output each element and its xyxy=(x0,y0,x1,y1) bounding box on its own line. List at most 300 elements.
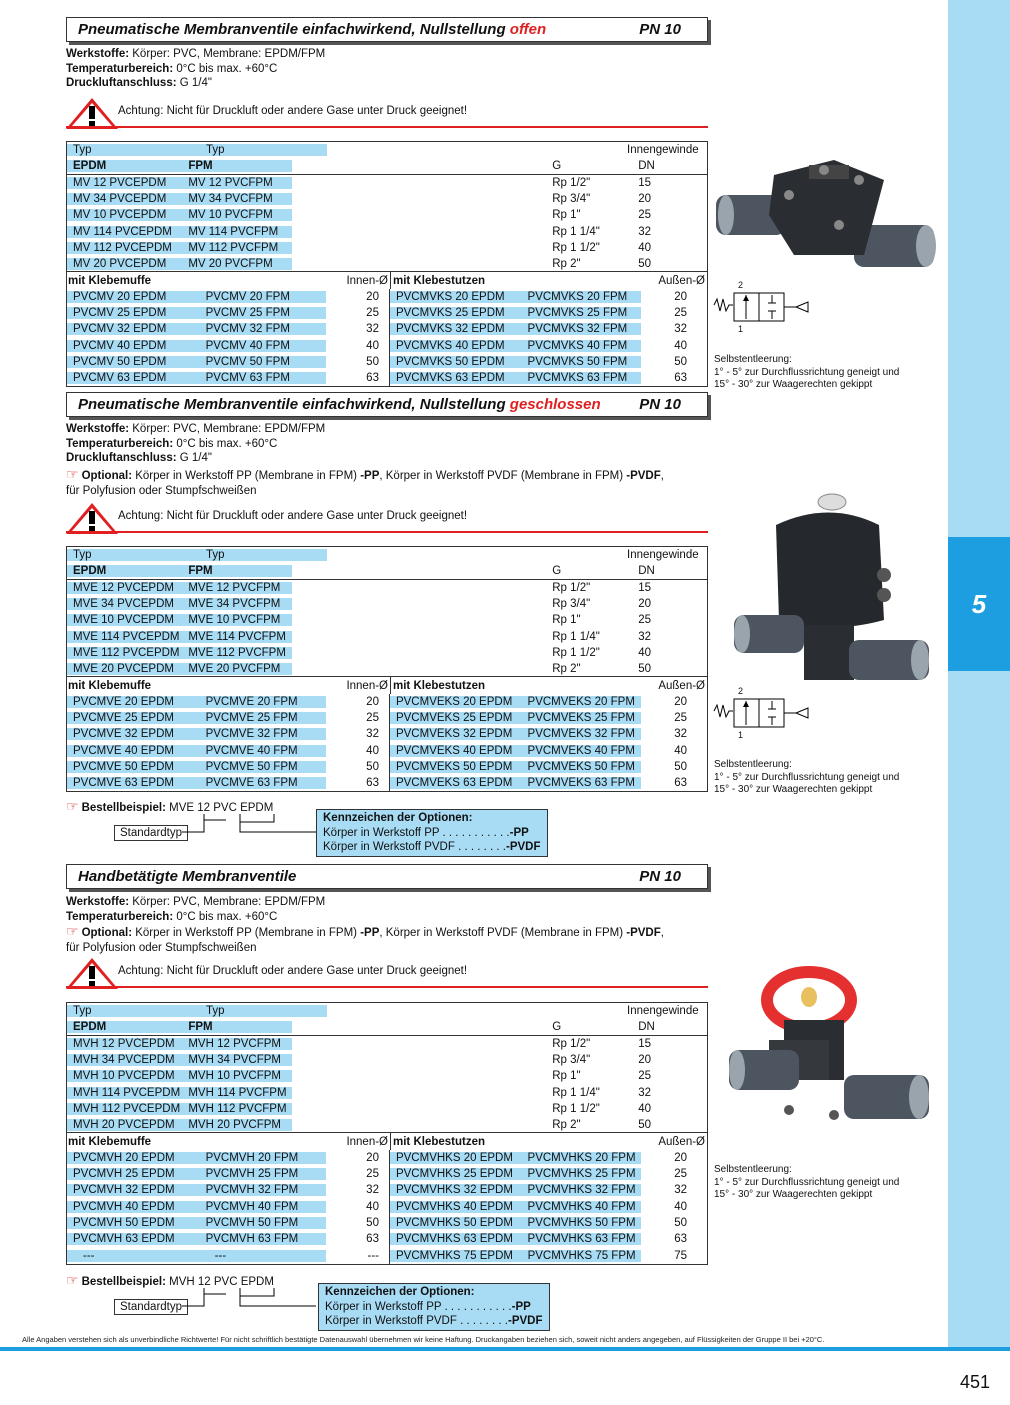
option-row xyxy=(325,1300,543,1315)
option-code: -PVDF xyxy=(506,841,541,853)
article-epdm: MV 34 PVCEPDM xyxy=(73,193,167,206)
spec-line xyxy=(66,451,325,466)
table-row xyxy=(67,1068,707,1084)
col-header-dn: DN xyxy=(638,564,655,577)
col-header-typ: Typ xyxy=(206,144,225,157)
note-line xyxy=(714,1189,899,1202)
warning-text: Achtung: Nicht für Druckluft oder andere Gase unter Druck geeignet! xyxy=(118,965,468,977)
optional-label: Optional: xyxy=(81,927,133,939)
article-fpm: MVE 34 PVCFPM xyxy=(188,598,281,611)
table-row xyxy=(67,175,707,191)
inner-diameter: 50 xyxy=(366,356,379,368)
options-title-text: Kennzeichen der Optionen: xyxy=(325,1286,475,1298)
article-epdm: PVCMV 32 EPDM xyxy=(73,323,167,336)
article-epdm: PVCMVH 63 EPDM xyxy=(73,1233,175,1246)
spec-value: 0°C bis max. +60°C xyxy=(173,62,278,75)
note-line xyxy=(714,354,899,367)
section-title-state: offen xyxy=(509,21,547,38)
pressure-rating: PN 10 xyxy=(639,396,681,413)
section-header xyxy=(66,392,708,417)
optional-code-pp: -PP xyxy=(360,927,380,939)
article-fpm: PVCMVEKS 40 FPM xyxy=(527,744,635,757)
article-epdm: PVCMVEKS 25 EPDM xyxy=(395,712,513,725)
table-row xyxy=(67,743,707,759)
spec-label: Temperaturbereich: xyxy=(66,910,174,923)
article-fpm: MVE 12 PVCFPM xyxy=(188,581,281,594)
article-epdm: PVCMVKS 25 EPDM xyxy=(395,307,505,320)
pressure-rating: PN 10 xyxy=(639,868,681,885)
nominal-diameter: 25 xyxy=(638,614,652,627)
note-text: Selbstentleerung: xyxy=(714,759,792,770)
table-row xyxy=(67,726,707,742)
article-epdm: PVCMV 40 EPDM xyxy=(73,339,167,352)
option-text: Körper in Werkstoff PVDF . . . . . . . . xyxy=(325,1315,508,1327)
table-row xyxy=(67,596,707,612)
self-draining-note xyxy=(714,1164,899,1202)
footer-bar xyxy=(0,1347,1010,1351)
article-fpm: PVCMVH 63 FPM xyxy=(205,1233,299,1246)
table-row xyxy=(67,1117,707,1133)
article-epdm: PVCMVH 40 EPDM xyxy=(73,1200,175,1213)
col-header-g: G xyxy=(552,564,562,577)
article-epdm: MVE 114 PVCEPDM xyxy=(73,630,180,643)
order-value: MVE 12 PVC EPDM xyxy=(165,802,274,814)
col-header-typ: Typ xyxy=(206,549,225,562)
thread-size: Rp 1 1/4" xyxy=(552,630,600,643)
article-epdm: PVCMVH 25 EPDM xyxy=(73,1168,175,1181)
outer-diameter: 40 xyxy=(674,339,687,352)
table-subheader-row xyxy=(67,1133,707,1149)
article-epdm: MVH 34 PVCEPDM xyxy=(73,1054,175,1067)
option-code: -PP xyxy=(511,1300,531,1313)
article-epdm: MV 114 PVCEPDM xyxy=(73,225,172,238)
table-row xyxy=(67,240,707,256)
article-fpm: MVE 114 PVCFPM xyxy=(188,630,286,643)
article-epdm: PVCMVEKS 50 EPDM xyxy=(395,761,513,773)
nominal-diameter: 15 xyxy=(638,581,652,594)
inner-diameter: 40 xyxy=(366,1200,379,1213)
pointing-hand-icon: ☞ xyxy=(66,466,79,482)
table-row xyxy=(67,1247,707,1263)
standard-type-box: Standardtyp xyxy=(114,825,188,841)
article-epdm: PVCMVKS 63 EPDM xyxy=(395,372,505,385)
article-fpm: MVH 12 PVCFPM xyxy=(188,1037,281,1050)
subheader-klebemuffe: mit Klebemuffe xyxy=(68,679,152,692)
thread-size: Rp 1" xyxy=(552,614,581,627)
table-row xyxy=(67,370,707,386)
optional-text: Körper in Werkstoff PP (Membrane in FPM) xyxy=(132,927,361,939)
spec-value: 0°C bis max. +60°C xyxy=(173,437,278,450)
article-epdm: PVCMVE 40 EPDM xyxy=(73,744,174,757)
outer-diameter: 25 xyxy=(674,307,687,320)
spec-value: Körper: PVC, Membrane: EPDM/FPM xyxy=(129,896,326,908)
table-row xyxy=(67,338,707,354)
article-fpm: MVE 20 PVCFPM xyxy=(188,662,281,675)
subheader-aussen: Außen-Ø xyxy=(658,1135,705,1148)
table-row xyxy=(67,1166,707,1182)
article-fpm: PVCMVH 50 FPM xyxy=(205,1217,299,1229)
col-header-dn: DN xyxy=(638,1020,655,1033)
table-row xyxy=(67,710,707,726)
table-row xyxy=(67,694,707,710)
order-label: Bestellbeispiel: xyxy=(81,802,166,814)
section-title-text: Pneumatische Membranventile einfachwirkend, Nullstellung xyxy=(78,396,510,413)
outer-diameter: 50 xyxy=(674,1217,687,1229)
article-fpm: PVCMVKS 25 FPM xyxy=(527,307,628,320)
inner-diameter: 63 xyxy=(366,1233,379,1246)
inner-diameter: 50 xyxy=(366,761,379,773)
warning-rule xyxy=(66,126,708,128)
outer-diameter: 75 xyxy=(674,1249,688,1262)
note-text: Selbstentleerung: xyxy=(714,1164,792,1175)
nominal-diameter: 50 xyxy=(638,1118,652,1131)
valve-symbol xyxy=(712,689,822,742)
spec-value: Körper: PVC, Membrane: EPDM/FPM xyxy=(129,423,326,435)
thread-size: Rp 1 1/2" xyxy=(552,646,600,659)
article-fpm: PVCMVHKS 25 FPM xyxy=(527,1168,636,1181)
spec-line xyxy=(66,437,325,452)
port-label-1: 1 xyxy=(738,324,744,334)
article-fpm: MV 34 PVCFPM xyxy=(188,193,273,206)
table-row xyxy=(67,1215,707,1231)
article-epdm: PVCMVEKS 40 EPDM xyxy=(395,744,513,757)
inner-diameter: 40 xyxy=(366,744,379,757)
optional-line xyxy=(66,484,664,499)
nominal-diameter: 15 xyxy=(638,1037,652,1050)
article-epdm: PVCMVHKS 32 EPDM xyxy=(395,1184,513,1197)
article-epdm: PVCMVHKS 50 EPDM xyxy=(395,1217,513,1229)
optional-line xyxy=(66,467,664,484)
warning-rule xyxy=(66,531,708,533)
optional-text: für Polyfusion oder Stumpfschweißen xyxy=(66,941,257,954)
outer-diameter: 32 xyxy=(674,1184,687,1197)
spec-line xyxy=(66,422,325,437)
article-epdm: PVCMVH 50 EPDM xyxy=(73,1217,175,1229)
article-epdm: MVE 112 PVCEPDM xyxy=(73,646,180,659)
article-epdm: MVE 12 PVCEPDM xyxy=(73,581,174,594)
article-fpm: PVCMVH 25 FPM xyxy=(205,1168,299,1181)
note-text: 1° - 5° zur Durchflussrichtung geneigt und xyxy=(714,771,900,783)
article-fpm: PVCMVE 50 FPM xyxy=(205,761,298,773)
subheader-aussen: Außen-Ø xyxy=(658,679,705,692)
spec-block xyxy=(66,47,325,91)
spec-line xyxy=(66,76,325,91)
table-row xyxy=(67,223,707,239)
thread-size: Rp 1/2" xyxy=(552,1037,591,1050)
col-header-g: G xyxy=(552,1020,562,1033)
spec-label: Werkstoffe: xyxy=(66,423,130,435)
inner-diameter: 20 xyxy=(366,695,379,708)
table-row xyxy=(67,1150,707,1166)
col-header-fpm: FPM xyxy=(188,159,213,172)
spec-value: G 1/4" xyxy=(176,77,212,89)
sidebar-strip xyxy=(948,0,1010,1348)
table-header-row xyxy=(67,1003,707,1019)
inner-diameter: 63 xyxy=(366,372,379,385)
nominal-diameter: 32 xyxy=(638,630,652,643)
article-epdm: PVCMVKS 32 EPDM xyxy=(395,323,505,336)
article-epdm: PVCMVE 20 EPDM xyxy=(73,695,174,708)
article-epdm: PVCMVHKS 75 EPDM xyxy=(396,1249,513,1262)
article-fpm: PVCMV 20 FPM xyxy=(205,290,290,303)
table-header-row xyxy=(67,1019,707,1035)
article-fpm: PVCMV 25 FPM xyxy=(205,307,290,320)
nominal-diameter: 20 xyxy=(638,598,652,611)
article-fpm: MVE 112 PVCFPM xyxy=(188,646,286,659)
optional-line xyxy=(66,941,664,956)
table-row xyxy=(67,1036,707,1052)
product-table xyxy=(66,1002,708,1265)
table-row xyxy=(67,661,707,677)
table-row xyxy=(67,759,707,775)
optional-code-pvdf: -PVDF xyxy=(626,927,661,939)
article-epdm: PVCMVE 50 EPDM xyxy=(73,761,174,773)
page-number: 451 xyxy=(960,1372,991,1392)
col-header-epdm: EPDM xyxy=(73,564,107,577)
table-row xyxy=(67,628,707,644)
article-fpm: PVCMVH 20 FPM xyxy=(205,1151,299,1164)
article-fpm: PVCMVKS 50 FPM xyxy=(527,356,628,368)
outer-diameter: 20 xyxy=(674,1151,687,1164)
optional-text: , Körper in Werkstoff PVDF (Membrane in FPM) xyxy=(379,927,627,939)
spec-label: Temperaturbereich: xyxy=(66,437,174,450)
subheader-innen: Innen-Ø xyxy=(346,274,388,287)
inner-diameter: --- xyxy=(367,1249,380,1262)
pointing-hand-icon: ☞ xyxy=(66,798,79,814)
article-fpm: PVCMVE 63 FPM xyxy=(205,777,298,790)
article-epdm: MV 112 PVCEPDM xyxy=(73,241,172,254)
article-epdm: PVCMVKS 20 EPDM xyxy=(395,290,505,303)
article-fpm: PVCMVEKS 20 FPM xyxy=(527,695,635,708)
inner-diameter: 32 xyxy=(366,323,379,336)
nominal-diameter: 50 xyxy=(638,662,652,675)
col-header-typ: Typ xyxy=(73,1005,92,1018)
article-fpm: MV 112 PVCFPM xyxy=(188,241,279,254)
order-label: Bestellbeispiel: xyxy=(81,1276,166,1288)
table-row xyxy=(67,1101,707,1117)
article-fpm: PVCMVHKS 63 FPM xyxy=(527,1233,636,1246)
spec-line xyxy=(66,895,325,910)
table-row xyxy=(67,354,707,370)
table-row xyxy=(67,256,707,272)
product-table xyxy=(66,141,708,387)
nominal-diameter: 32 xyxy=(638,225,652,238)
article-fpm: PVCMVEKS 25 FPM xyxy=(527,712,635,725)
option-code: -PP xyxy=(509,826,529,839)
thread-size: Rp 2" xyxy=(552,257,581,270)
note-line xyxy=(714,1177,899,1190)
article-fpm: MVH 34 PVCFPM xyxy=(188,1054,281,1067)
optional-code-pvdf: -PVDF xyxy=(626,470,661,482)
nominal-diameter: 25 xyxy=(638,1070,652,1083)
article-fpm: PVCMVH 40 FPM xyxy=(205,1200,299,1213)
thread-size: Rp 1/2" xyxy=(552,176,591,189)
inner-diameter: 20 xyxy=(366,290,379,303)
subheader-klebemuffe: mit Klebemuffe xyxy=(68,1135,152,1148)
article-epdm: --- xyxy=(83,1249,95,1262)
col-header-innengewinde: Innengewinde xyxy=(627,1005,699,1018)
valve-photo xyxy=(714,155,944,293)
spec-label: Druckluftanschluss: xyxy=(66,452,177,464)
note-line xyxy=(714,367,899,380)
table-row xyxy=(67,1182,707,1198)
optional-line xyxy=(66,924,664,941)
thread-size: Rp 2" xyxy=(552,1118,581,1131)
product-table xyxy=(66,546,708,792)
thread-size: Rp 1 1/4" xyxy=(552,1086,600,1099)
table-header-row xyxy=(67,547,707,563)
self-draining-note xyxy=(714,354,899,392)
section-title-text: Handbetätigte Membranventile xyxy=(78,868,297,885)
pointing-hand-icon: ☞ xyxy=(66,1272,79,1288)
warning-text: Achtung: Nicht für Druckluft oder andere Gase unter Druck geeignet! xyxy=(118,105,468,117)
note-line xyxy=(714,759,899,772)
outer-diameter: 32 xyxy=(674,323,687,336)
table-row xyxy=(67,612,707,628)
spec-block xyxy=(66,895,325,924)
warning-banner xyxy=(66,958,708,988)
options-title-text: Kennzeichen der Optionen: xyxy=(323,812,473,824)
article-fpm: PVCMVHKS 50 FPM xyxy=(527,1217,636,1229)
thread-size: Rp 1/2" xyxy=(552,581,591,594)
table-row xyxy=(67,305,707,321)
article-epdm: PVCMVKS 50 EPDM xyxy=(395,356,505,368)
spec-label: Werkstoffe: xyxy=(66,48,130,60)
callout-lines xyxy=(180,1286,320,1319)
article-epdm: PVCMVE 32 EPDM xyxy=(73,728,174,741)
article-epdm: PVCMVHKS 20 EPDM xyxy=(395,1151,513,1164)
article-fpm: MV 12 PVCFPM xyxy=(188,176,273,189)
article-epdm: MVH 112 PVCEPDM xyxy=(73,1102,181,1115)
article-fpm: PVCMVH 32 FPM xyxy=(205,1184,299,1197)
article-epdm: PVCMVH 32 EPDM xyxy=(73,1184,175,1197)
port-label-1: 1 xyxy=(738,730,744,740)
inner-diameter: 32 xyxy=(366,728,379,741)
options-title xyxy=(323,811,541,826)
note-text: 15° - 30° zur Waagerechten gekippt xyxy=(714,379,873,390)
valve-photo xyxy=(714,965,944,1138)
table-subheader-row xyxy=(67,677,707,693)
col-header-typ: Typ xyxy=(206,1005,225,1018)
article-epdm: MV 12 PVCEPDM xyxy=(73,176,167,189)
note-text: 1° - 5° zur Durchflussrichtung geneigt und xyxy=(714,1176,900,1188)
note-line xyxy=(714,772,899,785)
nominal-diameter: 32 xyxy=(638,1086,652,1099)
spec-value: Körper: PVC, Membrane: EPDM/FPM xyxy=(129,48,326,60)
note-text: 15° - 30° zur Waagerechten gekippt xyxy=(714,1189,873,1200)
option-text: Körper in Werkstoff PVDF . . . . . . . . xyxy=(323,841,506,853)
note-text: Selbstentleerung: xyxy=(714,354,792,365)
option-row xyxy=(325,1314,543,1329)
inner-diameter: 40 xyxy=(366,339,379,352)
col-header-g: G xyxy=(552,159,562,172)
outer-diameter: 25 xyxy=(674,712,687,725)
article-epdm: PVCMVHKS 25 EPDM xyxy=(395,1168,513,1181)
thread-size: Rp 3/4" xyxy=(552,193,591,206)
subheader-klebestutzen: mit Klebestutzen xyxy=(393,274,486,287)
article-epdm: PVCMVHKS 63 EPDM xyxy=(395,1233,513,1246)
article-epdm: PVCMVH 20 EPDM xyxy=(73,1151,175,1164)
table-subheader-row xyxy=(67,272,707,288)
outer-diameter: 40 xyxy=(674,1200,687,1213)
optional-label: Optional: xyxy=(81,470,133,482)
thread-size: Rp 1 1/2" xyxy=(552,241,600,254)
option-row xyxy=(323,840,541,855)
article-fpm: --- xyxy=(214,1249,227,1262)
inner-diameter: 20 xyxy=(366,1151,379,1164)
table-header-row xyxy=(67,158,707,174)
optional-block xyxy=(66,924,664,955)
article-epdm: PVCMVHKS 40 EPDM xyxy=(395,1200,513,1213)
inner-diameter: 32 xyxy=(366,1184,379,1197)
article-fpm: PVCMVE 40 FPM xyxy=(205,744,298,757)
col-header-typ: Typ xyxy=(73,144,92,157)
table-header-row xyxy=(67,563,707,579)
col-header-dn: DN xyxy=(638,159,655,172)
subheader-klebestutzen: mit Klebestutzen xyxy=(393,679,486,692)
pointing-hand-icon: ☞ xyxy=(66,923,79,939)
outer-diameter: 63 xyxy=(674,372,687,385)
note-line xyxy=(714,379,899,392)
table-row xyxy=(67,775,707,791)
table-row xyxy=(67,191,707,207)
section-title xyxy=(78,396,601,413)
warning-banner xyxy=(66,98,708,128)
article-epdm: MV 10 PVCEPDM xyxy=(73,209,167,222)
order-value: MVH 12 PVC EPDM xyxy=(165,1276,274,1288)
table-row xyxy=(67,289,707,305)
note-text: 15° - 30° zur Waagerechten gekippt xyxy=(714,784,873,795)
table-row xyxy=(67,645,707,661)
subheader-innen: Innen-Ø xyxy=(346,1135,388,1148)
article-fpm: PVCMVHKS 40 FPM xyxy=(527,1200,636,1213)
article-epdm: PVCMV 20 EPDM xyxy=(73,290,167,303)
spec-value: 0°C bis max. +60°C xyxy=(173,910,278,923)
thread-size: Rp 2" xyxy=(552,662,581,675)
standard-type-box: Standardtyp xyxy=(114,1299,188,1315)
nominal-diameter: 15 xyxy=(638,176,652,189)
article-epdm: PVCMVEKS 32 EPDM xyxy=(395,728,513,741)
chapter-tab[interactable] xyxy=(948,537,1010,671)
article-epdm: MVE 10 PVCEPDM xyxy=(73,614,174,627)
table-row xyxy=(67,321,707,337)
inner-diameter: 25 xyxy=(366,307,379,320)
table-row xyxy=(67,1084,707,1100)
article-fpm: MVH 112 PVCFPM xyxy=(188,1102,287,1115)
outer-diameter: 20 xyxy=(674,290,687,303)
article-fpm: PVCMVKS 40 FPM xyxy=(527,339,628,352)
section-title xyxy=(78,21,546,38)
callout-lines xyxy=(180,812,320,845)
col-header-epdm: EPDM xyxy=(73,1020,107,1033)
article-fpm: MV 20 PVCFPM xyxy=(188,257,273,270)
spec-line xyxy=(66,62,325,77)
nominal-diameter: 20 xyxy=(638,1054,652,1067)
option-row xyxy=(323,826,541,841)
options-legend xyxy=(316,809,548,857)
article-epdm: PVCMV 25 EPDM xyxy=(73,307,167,320)
note-line xyxy=(714,1164,899,1177)
article-fpm: PVCMV 40 FPM xyxy=(205,339,290,352)
article-epdm: PVCMVE 25 EPDM xyxy=(73,712,174,725)
col-header-innengewinde: Innengewinde xyxy=(627,144,699,157)
article-fpm: MVE 10 PVCFPM xyxy=(188,614,281,627)
article-epdm: MVH 114 PVCEPDM xyxy=(73,1086,181,1099)
inner-diameter: 25 xyxy=(366,712,379,725)
subheader-klebestutzen: mit Klebestutzen xyxy=(393,1135,486,1148)
article-fpm: PVCMVKS 20 FPM xyxy=(527,290,628,303)
article-fpm: PVCMVEKS 50 FPM xyxy=(527,761,635,773)
